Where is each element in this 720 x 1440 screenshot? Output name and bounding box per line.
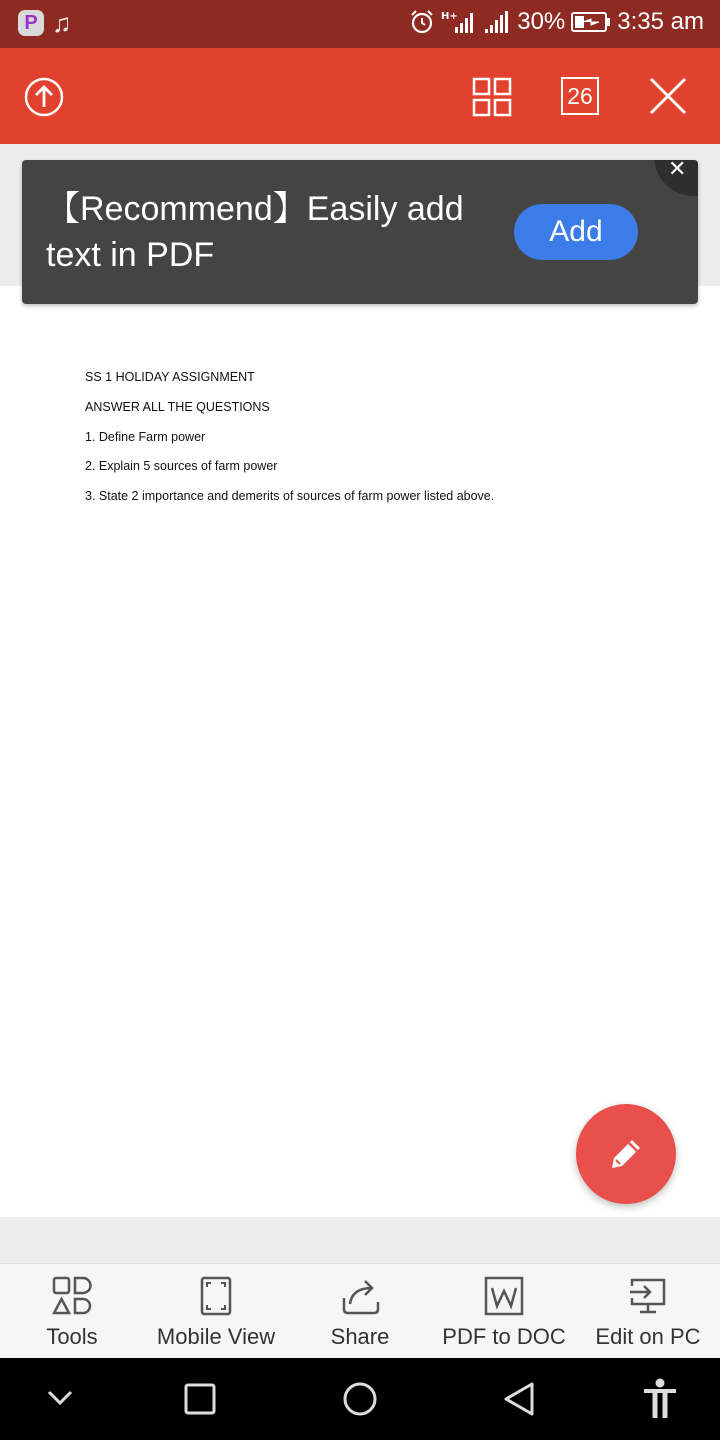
accessibility-icon[interactable] bbox=[642, 1378, 678, 1420]
home-icon[interactable] bbox=[342, 1381, 378, 1417]
battery-percent: 30% bbox=[517, 8, 566, 35]
document-heading: SS 1 HOLIDAY ASSIGNMENT bbox=[85, 370, 255, 384]
question-1: 1. Define Farm power bbox=[85, 429, 206, 444]
grid-view-icon[interactable] bbox=[472, 77, 512, 117]
share-label: Share bbox=[330, 1324, 390, 1349]
recommendation-banner bbox=[22, 160, 698, 304]
mobile-view-button[interactable] bbox=[146, 1264, 286, 1359]
document-instruction: ANSWER ALL THE QUESTIONS bbox=[85, 399, 270, 414]
pdf-page[interactable] bbox=[0, 286, 720, 1217]
question-2: 2. Explain 5 sources of farm power bbox=[85, 459, 278, 474]
desktop-icon bbox=[628, 1276, 668, 1316]
close-icon[interactable] bbox=[648, 76, 688, 116]
pocket-p-icon: P bbox=[18, 10, 44, 36]
banner-close-button[interactable] bbox=[654, 160, 698, 196]
share-button[interactable] bbox=[290, 1264, 430, 1359]
tools-label: Tools bbox=[46, 1324, 98, 1349]
banner-message: 【Recommend】Easily add text in PDF bbox=[46, 190, 464, 274]
question-3: 3. State 2 importance and demerits of sources of farm power listed above. bbox=[85, 489, 495, 504]
edit-on-pc-label: Edit on PC bbox=[595, 1324, 701, 1349]
bottom-spacer bbox=[0, 1217, 720, 1263]
pdf-to-doc-label: PDF to DOC bbox=[442, 1324, 566, 1349]
recents-icon[interactable] bbox=[184, 1383, 216, 1415]
share-icon bbox=[340, 1276, 380, 1316]
battery-charging-icon bbox=[571, 11, 611, 33]
page-count-button[interactable]: 26 bbox=[561, 77, 599, 115]
close-icon: ✕ bbox=[668, 160, 687, 181]
system-nav-bar bbox=[0, 1358, 720, 1440]
signal-icon bbox=[483, 9, 511, 35]
clock: 3:35 am bbox=[617, 8, 704, 35]
pencil-icon bbox=[606, 1134, 646, 1174]
signal-h-plus-icon bbox=[441, 9, 477, 35]
notification-icons bbox=[18, 10, 72, 36]
pdf-toolbar bbox=[0, 48, 720, 144]
music-note-icon: ♫ bbox=[52, 8, 72, 38]
tools-icon bbox=[52, 1276, 92, 1316]
mobile-view-label: Mobile View bbox=[156, 1324, 276, 1349]
document-text bbox=[85, 370, 494, 519]
edit-on-pc-button[interactable] bbox=[578, 1264, 718, 1359]
status-bar bbox=[0, 0, 720, 48]
svg-text:H+: H+ bbox=[441, 11, 458, 22]
pdf-to-doc-button[interactable] bbox=[434, 1264, 574, 1359]
chevron-down-icon[interactable] bbox=[46, 1388, 74, 1408]
upload-icon[interactable] bbox=[24, 77, 64, 117]
word-doc-icon bbox=[484, 1276, 524, 1316]
alarm-icon bbox=[409, 9, 435, 35]
add-button[interactable]: Add bbox=[514, 204, 638, 260]
edit-fab-button[interactable] bbox=[576, 1104, 676, 1204]
mobile-view-icon bbox=[200, 1276, 232, 1316]
tools-button[interactable] bbox=[2, 1264, 142, 1359]
back-icon[interactable] bbox=[502, 1381, 538, 1417]
bottom-action-bar bbox=[0, 1263, 720, 1358]
system-status bbox=[409, 8, 704, 36]
